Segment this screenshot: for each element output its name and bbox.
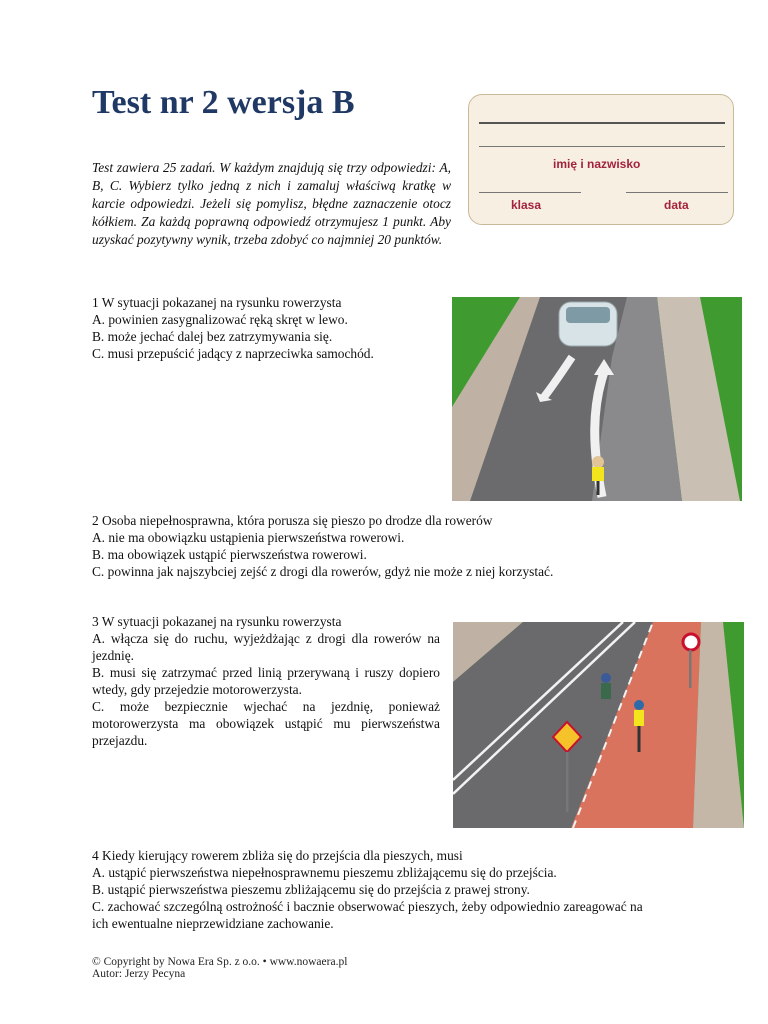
question-text: 2 Osoba niepełnosprawna, która porusza się pieszo po drodze dla rowerów (92, 513, 493, 528)
answer-b: B. ustąpić pierwszeństwa pieszemu zbliżającemu się do przejścia z prawej strony. (92, 882, 530, 897)
answer-a: A. włącza się do ruchu, wyjeżdżając z drogi dla rowerów na jezdnię. (92, 631, 440, 663)
cyclist-head (592, 456, 604, 468)
bike-sign (683, 634, 699, 650)
answer-c: C. musi przepuścić jadący z naprzeciwka samochód. (92, 346, 374, 361)
question-1-illustration (452, 297, 742, 501)
date-label: data (664, 198, 689, 212)
class-label: klasa (511, 198, 542, 212)
question-3-illustration (453, 622, 744, 828)
answer-b: B. ma obowiązek ustąpić pierwszeństwa rowerowi. (92, 547, 367, 562)
name-line (479, 122, 725, 124)
answer-c: C. może bezpiecznie wjechać na jezdnię, ponieważ motorowerzysta ma obowiązek ustąpić mu pierwszeństwa przejazdu. (92, 699, 440, 748)
answer-c: C. powinna jak najszybciej zejść z drogi dla rowerów, gdyż nie może z niej korzystać. (92, 564, 554, 579)
test-instructions: Test zawiera 25 zadań. W każdym znajdują się trzy odpowiedzi: A, B, C. Wybierz tylko jedną z nich i zamaluj właściwą kratkę w karcie odpowiedzi. Jeżeli się pomylisz, błędne zaznaczenie otocz kółkiem. Za każdą poprawną odpowiedź otrzymujesz 1 punkt. Aby uzyskać pozytywny wynik, trzeba zdobyć co najmniej 20 punktów. (92, 160, 451, 247)
cyclist (634, 700, 644, 710)
question-1 (92, 294, 439, 362)
question-text: 1 W sytuacji pokazanej na rysunku rowerzysta (92, 295, 342, 310)
answer-c: C. zachować szczególną ostrożność i bacznie obserwować pieszych, żeby odpowiednio zareagować na ich ewentualne nieprzewidziane zachowanie. (92, 899, 643, 931)
student-name-card (468, 94, 734, 225)
answer-a: A. powinien zasygnalizować ręką skręt w lewo. (92, 312, 348, 327)
class-line (479, 192, 581, 193)
page-title: Test nr 2 wersja B (92, 84, 355, 121)
question-3 (92, 613, 440, 749)
copyright: © Copyright by Nowa Era Sp. z o.o. • www.nowaera.pl (92, 956, 348, 968)
name-label: imię i nazwisko (553, 157, 641, 171)
author: Autor: Jerzy Pecyna (92, 968, 186, 980)
footer (92, 956, 347, 980)
answer-b: B. może jechać dalej bez zatrzymywania się. (92, 329, 333, 344)
question-2 (92, 512, 652, 580)
question-4 (92, 847, 652, 932)
name-line-2 (479, 146, 725, 147)
question-text: 4 Kiedy kierujący rowerem zbliża się do przejścia dla pieszych, musi (92, 848, 463, 863)
answer-a: A. nie ma obowiązku ustąpienia pierwszeństwa rowerowi. (92, 530, 405, 545)
moped-rider (601, 673, 611, 683)
question-text: 3 W sytuacji pokazanej na rysunku rowerzysta (92, 614, 342, 629)
answer-a: A. ustąpić pierwszeństwa niepełnosprawnemu pieszemu zbliżającemu się do przejścia. (92, 865, 557, 880)
answer-b: B. musi się zatrzymać przed linią przerywaną i ruszy dopiero wtedy, gdy przejedzie motorowerzysta. (92, 665, 440, 697)
date-line (626, 192, 728, 193)
